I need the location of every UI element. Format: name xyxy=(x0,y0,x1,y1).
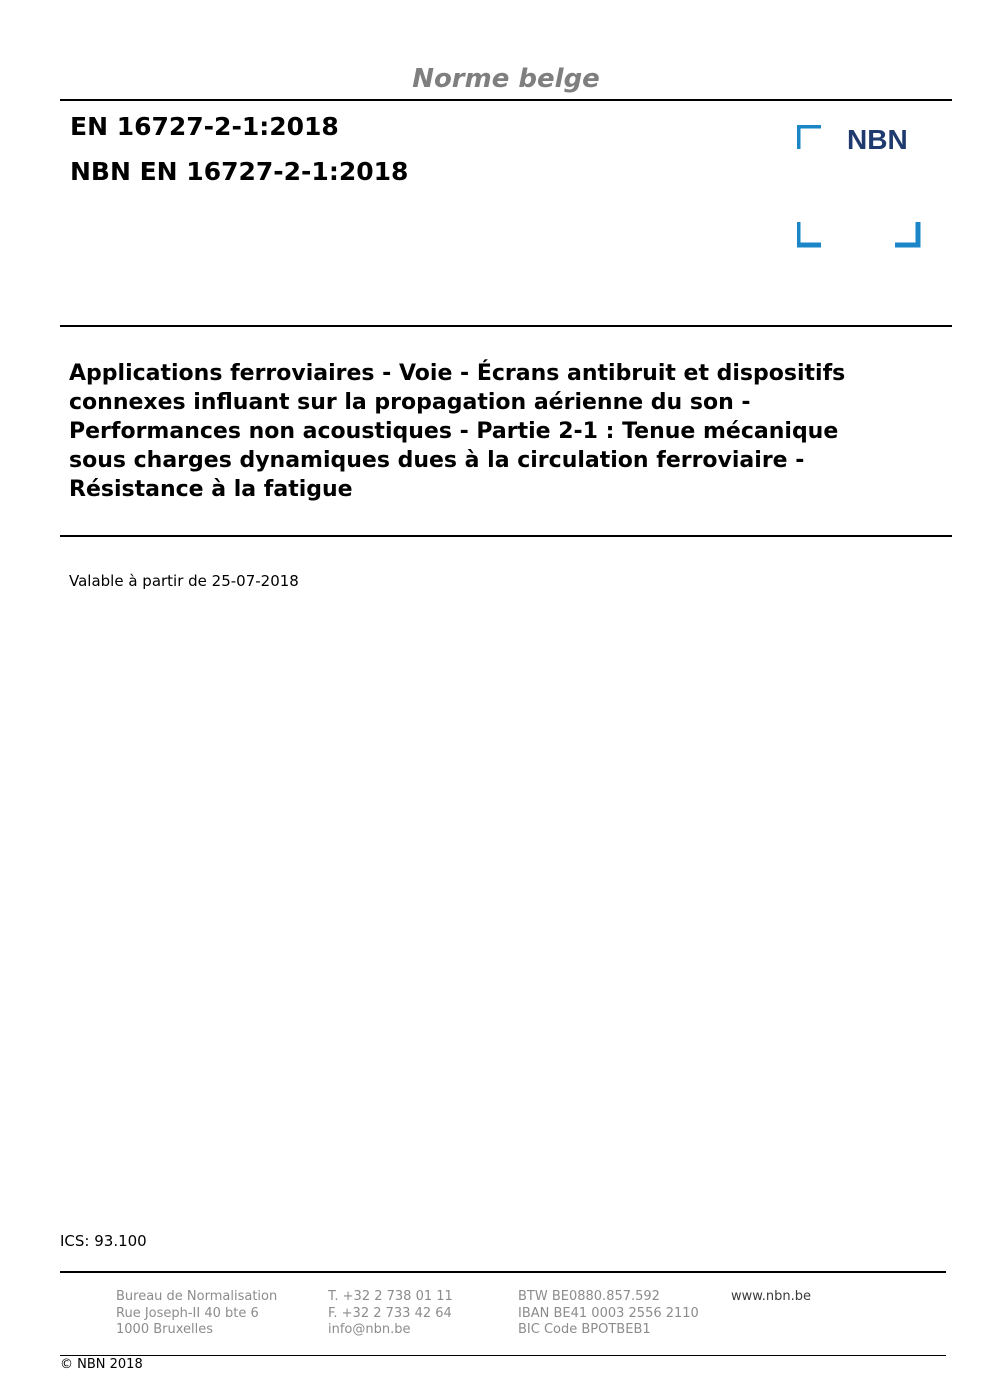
footer-address-line: Bureau de Normalisation xyxy=(116,1289,278,1304)
footer-email[interactable]: info@nbn.be xyxy=(328,1322,411,1337)
title-line: Résistance à la fatigue xyxy=(69,477,353,502)
title-line: connexes influant sur la propagation aérienne du son - xyxy=(69,390,751,415)
nbn-standard-number: NBN EN 16727-2-1:2018 xyxy=(70,157,409,186)
en-standard-number: EN 16727-2-1:2018 xyxy=(70,112,339,141)
footer-fax: F. +32 2 733 42 64 xyxy=(328,1305,452,1321)
title-bottom-divider xyxy=(60,535,952,537)
footer-iban: IBAN BE41 0003 2556 2110 xyxy=(518,1305,699,1321)
footer-vat: BTW BE0880.857.592 xyxy=(518,1289,660,1304)
footer-address-line: 1000 Bruxelles xyxy=(116,1322,214,1337)
footer-phone: T. +32 2 738 01 11 xyxy=(328,1289,453,1304)
validity-date: Valable à partir de 25-07-2018 xyxy=(69,572,299,590)
nbn-logo-icon xyxy=(797,125,921,249)
logo-corner-bottom-right xyxy=(895,222,918,245)
copyright: © NBN 2018 xyxy=(60,1357,143,1372)
footer-bank xyxy=(518,1289,699,1339)
title-line: Applications ferroviaires - Voie - Écrans antibruit et dispositifs xyxy=(69,361,846,386)
ics-code: ICS: 93.100 xyxy=(60,1232,147,1250)
footer-address xyxy=(116,1289,277,1339)
title-top-divider xyxy=(60,325,952,327)
document-title xyxy=(69,359,929,504)
title-line: Performances non acoustiques - Partie 2-1 : Tenue mécanique xyxy=(69,419,839,444)
title-line: sous charges dynamiques dues à la circulation ferroviaire - xyxy=(69,448,805,473)
logo-corner-bottom-left xyxy=(798,222,821,245)
document-type-heading: Norme belge xyxy=(412,64,600,94)
footer-bic: BIC Code BPOTBEB1 xyxy=(518,1322,651,1337)
logo-text: NBN xyxy=(847,125,908,155)
footer-top-divider xyxy=(60,1271,946,1273)
logo-corner-top-left xyxy=(798,126,821,149)
header-divider xyxy=(60,99,952,101)
footer-contact xyxy=(328,1289,453,1339)
footer-website[interactable]: www.nbn.be xyxy=(731,1289,811,1304)
footer-address-line: Rue Joseph-II 40 bte 6 xyxy=(116,1305,259,1321)
footer-bottom-divider xyxy=(60,1355,946,1356)
